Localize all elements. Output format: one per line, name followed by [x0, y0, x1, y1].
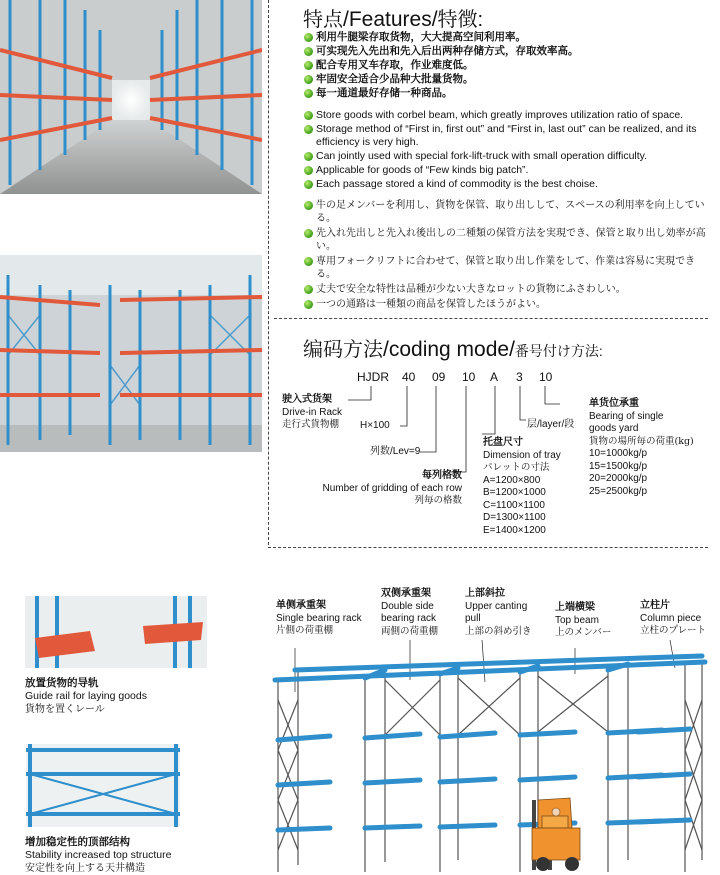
warehouse-aisle-photo — [0, 0, 262, 194]
bullet-icon — [304, 201, 313, 210]
bullet-icon — [304, 111, 313, 120]
top-structure-photo — [26, 744, 180, 827]
code-part-tray: A — [490, 370, 499, 384]
grid-label: 每列格数 Number of gridding of each row 列毎の格数 — [322, 470, 462, 506]
list-item: 牢固安全适合少品种大批量货物。 — [304, 73, 704, 86]
top-caption-cn: 增加稳定性的顶部结构 — [25, 836, 130, 848]
list-item: 利用牛腿梁存取货物，大大提高空间利用率。 — [304, 31, 704, 44]
top-beam-label: 上端横梁 Top beam 上のメンバー — [555, 602, 612, 638]
list-item: 一つの通路は一種類の商品を保管したほうがよい。 — [304, 298, 712, 311]
single-rack-label: 单侧承重架 Single bearing rack 片側の荷重棚 — [276, 600, 362, 636]
features-title-jp: 特徴: — [437, 9, 484, 31]
code-part-bearing: 10 — [539, 370, 553, 384]
code-part-layer: 3 — [516, 370, 523, 384]
list-item: Storage method of “First in, first out” and “First in, last out” can be realized, and its efficiency is very high. — [304, 123, 709, 149]
divider-diagram — [268, 547, 708, 548]
guide-rail-photo — [25, 596, 207, 668]
guide-caption-jp: 貨物を置くレール — [25, 704, 105, 715]
upper-canting-label: 上部斜拉 Upper canting pull 上部の斜め引き — [465, 588, 532, 637]
vertical-divider — [268, 0, 269, 545]
forklift-icon — [532, 798, 580, 871]
features-heading — [303, 3, 483, 32]
code-part-levels: 09 — [432, 370, 446, 384]
list-item: 每一通道最好存储一种商品。 — [304, 87, 704, 100]
rack-structure-diagram — [270, 640, 715, 875]
tray-label: 托盘尺寸 Dimension of tray パレットの寸法 A=1200×800 B=1200×1000 C=1100×1100 D=1300×1100 E=1400×1200 — [483, 437, 561, 536]
list-item: 専用フォークリフトに合わせて、保管と取り出し作業をして、作業は容易に実現できる。 — [304, 255, 712, 281]
bullet-icon — [304, 61, 313, 70]
list-item: 先入れ先出しと先入れ後出しの二種類の保管方法を実現でき、保管と取り出し効率が高い。 — [304, 227, 712, 253]
bullet-icon — [304, 125, 313, 134]
list-item: 配合专用叉车存取，作业难度低。 — [304, 59, 704, 72]
features-title-cn: 特点 — [303, 9, 343, 31]
bullet-icon — [304, 300, 313, 309]
top-caption-en: Stability increased top structure — [25, 849, 172, 861]
list-item: 丈夫で安全な特性は品種が少ない大きなロットの貨物にふさわしい。 — [304, 283, 712, 296]
top-structure-caption — [25, 836, 172, 875]
bullet-icon — [304, 33, 313, 42]
bearing-label: 单货位承重 Bearing of single goods yard 貨物の場所毎の荷重(kg) 10=1000kg/p 15=1500kg/p 20=2000kg/p 25=2500kg/p — [589, 398, 694, 497]
coding-heading — [303, 333, 603, 362]
bullet-icon — [304, 229, 313, 238]
list-item: Can jointly used with special fork-lift-truck with small operation difficulty. — [304, 150, 709, 163]
coding-title-en: /coding mode/ — [383, 338, 515, 361]
divider-coding — [274, 318, 708, 319]
bullet-icon — [304, 152, 313, 161]
list-item: Applicable for goods of “Few kinds big patch”. — [304, 164, 709, 177]
list-item: Store goods with corbel beam, which greatly improves utilization ratio of space. — [304, 109, 709, 122]
drive-in-rack-photo — [0, 255, 262, 452]
list-item: Each passage stored a kind of commodity is the best choise. — [304, 178, 709, 191]
double-rack-label: 双侧承重架 Double side bearing rack 両側の荷重棚 — [381, 588, 439, 637]
bullet-icon — [304, 89, 313, 98]
features-list-jp — [304, 199, 712, 313]
features-title-en: /Features/ — [343, 8, 438, 31]
coding-title-jp: 番号付け方法: — [514, 343, 603, 359]
list-item: 可实现先入先出和先入后出两种存储方式，存取效率高。 — [304, 45, 704, 58]
height-label: H×100 — [360, 420, 390, 431]
guide-caption-cn: 放置货物的导轨 — [25, 677, 99, 689]
layer-label: 层/layer/段 — [527, 419, 575, 430]
code-part-grid: 10 — [462, 370, 476, 384]
coding-title-cn: 编码方法 — [303, 339, 383, 361]
guide-caption-en: Guide rail for laying goods — [25, 690, 147, 702]
rack-type-label: 驶入式货架 Drive-in Rack 走行式貨物棚 — [282, 394, 343, 430]
guide-rail-caption — [25, 677, 147, 716]
bullet-icon — [304, 166, 313, 175]
bullet-icon — [304, 47, 313, 56]
code-part-hjdr: HJDR — [357, 370, 389, 384]
features-list-en — [304, 109, 709, 192]
code-part-height: 40 — [402, 370, 416, 384]
bullet-icon — [304, 257, 313, 266]
levels-label: 列数/Lev=9 — [370, 446, 421, 457]
features-list-cn — [304, 31, 704, 101]
list-item: 牛の足メンバーを利用し、貨物を保管、取り出しして、スペースの利用率を向上している。 — [304, 199, 712, 225]
column-piece-label: 立柱片 Column piece 立柱のプレート — [640, 600, 707, 636]
bullet-icon — [304, 285, 313, 294]
top-caption-jp: 安定性を向上する天井構造 — [25, 863, 145, 874]
bullet-icon — [304, 180, 313, 189]
bullet-icon — [304, 75, 313, 84]
